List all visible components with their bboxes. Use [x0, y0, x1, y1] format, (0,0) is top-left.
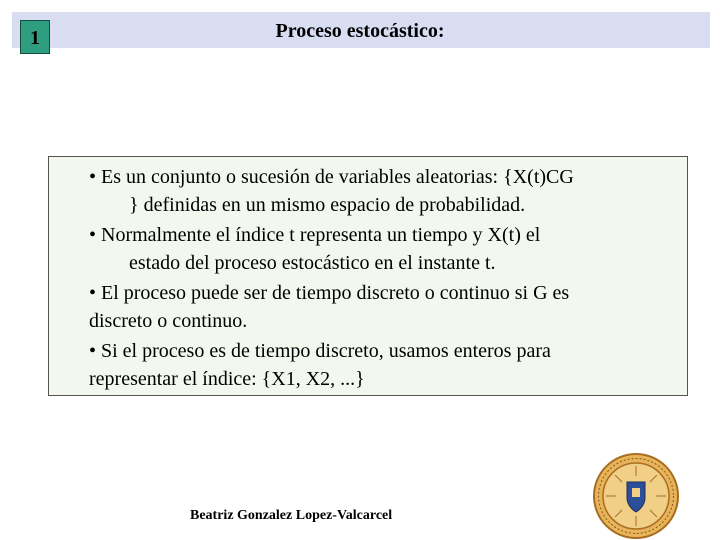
university-seal-icon	[592, 452, 680, 540]
content-line-2: } definidas en un mismo espacio de probabilidad.	[129, 194, 526, 216]
content-line-7: • Si el proceso es de tiempo discreto, usamos enteros para	[89, 340, 551, 362]
content-line-8: representar el índice: {X1, X2, ...}	[89, 368, 365, 390]
content-line-4: estado del proceso estocástico en el instante t.	[129, 252, 496, 274]
slide-title: Proceso estocástico:	[275, 20, 445, 42]
content-box	[48, 156, 688, 396]
content-line-1: • Es un conjunto o sucesión de variables aleatorias: {X(t)CG	[89, 166, 574, 188]
content-line-6: discreto o continuo.	[89, 310, 248, 332]
footer-author: Beatriz Gonzalez Lopez-Valcarcel	[190, 508, 393, 523]
content-line-5: • El proceso puede ser de tiempo discreto o continuo si G es	[89, 282, 570, 304]
seal-shield-emblem	[632, 488, 640, 497]
content-line-3: • Normalmente el índice t representa un tiempo y X(t) el	[89, 224, 541, 246]
slide-number-badge: 1	[20, 20, 50, 54]
